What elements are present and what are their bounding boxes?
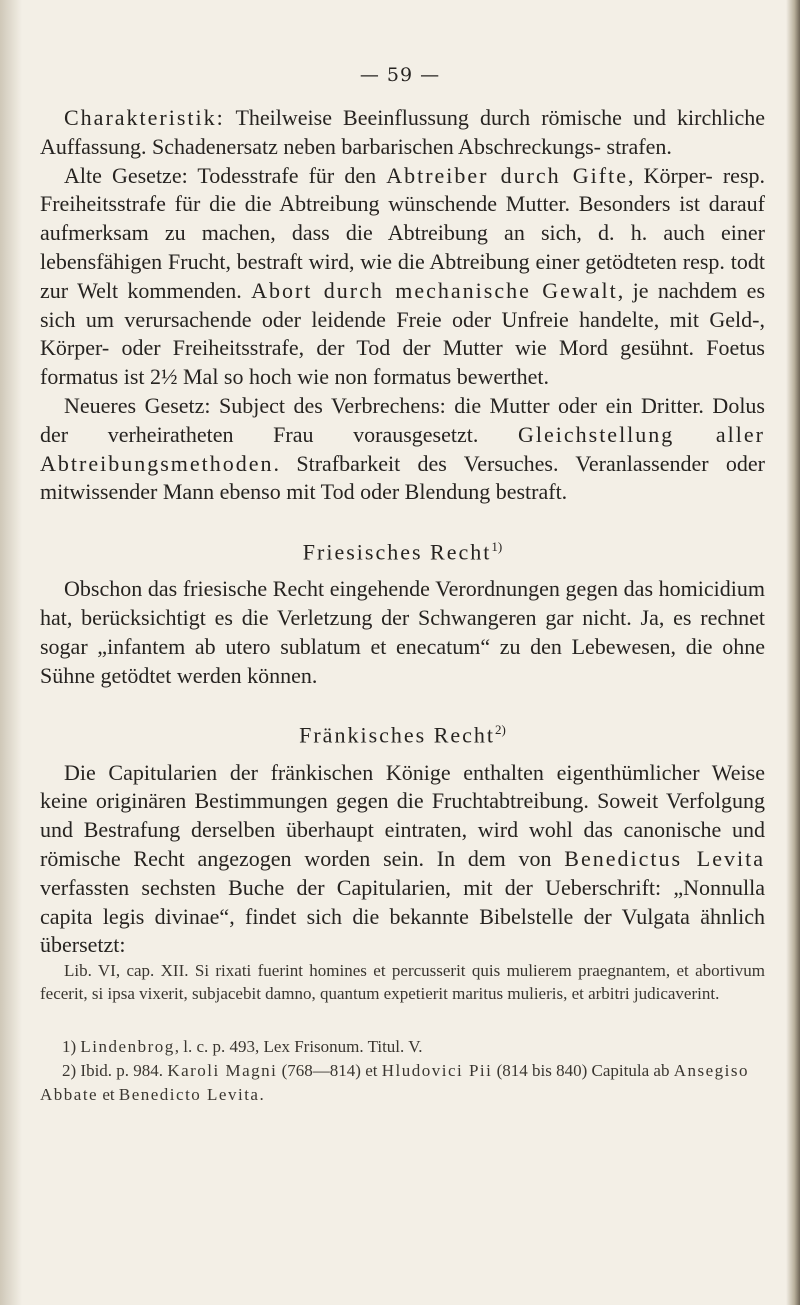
paragraph-text: . Strafbarkeit des Versuches. Veranlassender oder mitwissender Mann ebenso mit Tod oder Blendung bestraft. — [40, 450, 765, 505]
spaced-emphasis: Abtreiber durch Gifte — [386, 162, 628, 188]
page-body — [40, 104, 765, 1107]
paragraph-text: , Körper- resp. Freiheitsstrafe für die die Abtreibung wünschende Mutter. Besonders ist darauf aufmerksam zu machen, dass die Abtreibung an sich, d. h. auch einer lebensfähigen Frucht, bestraft wird, wie die Abtreibung einer getödteten resp. todt zur Welt kommenden. — [40, 162, 765, 303]
paragraph-text: Die Capitularien der fränkischen Könige enthalten eigenthümlicher Weise keine originären Bestimmungen gegen die Fruchtabtreibung. Soweit Verfolgung und Bestrafung derselben überhaupt eintraten, wird wohl das canonische und römische Recht angezogen worden sein. In dem von — [40, 759, 765, 871]
paragraph-fraenkisches-recht — [40, 759, 765, 961]
footnote-number: 2) — [62, 1061, 77, 1081]
footnote-name: Benedicto Levita — [118, 1085, 260, 1105]
run-in-heading: Neueres Gesetz: — [64, 392, 211, 418]
paragraph-alte-gesetze — [40, 162, 765, 392]
page-number: — 59 — — [359, 64, 441, 86]
footnote-2 — [40, 1059, 765, 1107]
paragraph-charakteristik — [40, 104, 765, 162]
footnote-name: Karoli Magni — [167, 1061, 278, 1081]
footnote-text: (814 bis 840) Capitula ab — [492, 1061, 674, 1081]
paragraph-neueres-gesetz — [40, 392, 765, 507]
spaced-emphasis: Abort durch mechanische Gewalt — [251, 277, 618, 303]
footnote-number: 1) — [62, 1037, 77, 1057]
paragraph-friesisches-recht: Obschon das friesische Recht eingehende Verordnungen gegen das homicidium hat, berücksichtigt es die Verletzung der Schwangeren gar nicht. Ja, es rechnet sogar „infantem ab utero sublatum et enecatum“ zu den Lebewesen, die ohne Sühne getödtet werden können. — [40, 576, 765, 688]
heading-text: Friesisches Recht — [302, 539, 492, 565]
section-heading-friesisches-recht — [40, 533, 765, 567]
run-in-heading: Charakteristik: — [64, 105, 225, 130]
heading-text: Fränkisches Recht — [299, 722, 496, 748]
footnote-text: . — [259, 1085, 264, 1105]
page-gutter-shadow — [0, 0, 22, 1305]
footnote-text: , l. c. p. 493, Lex Frisonum. Titul. V. — [174, 1037, 423, 1057]
footnotes — [40, 1035, 765, 1107]
paragraph-text: , je nachdem es sich um verursachende oder leidende Freie oder Unfreie handelte, mit Geld-, Körper- oder Freiheitsstrafe, der Tod der Mutter wie Mord gesühnt. Foetus formatus ist 2½ Mal so hoch wie non formatus bewerthet. — [40, 277, 765, 390]
page-edge — [786, 0, 800, 1305]
latin-quotation: Lib. VI, cap. XII. Si rixati fuerint homines et percusserit quis mulierem praegnantem, et abortivum fecerit, si ipsa vixerit, subjacebit damno, quantum expetierit maritus mulieris, et arbitri judicaverint. — [40, 961, 765, 1003]
footnote-text: (768—814) et — [277, 1061, 382, 1081]
paragraph-text: verfassten sechsten Buche der Capitularien, mit der Ueberschrift: „Nonnulla capita legis divinae“, findet sich die bekannte Bibelstelle der Vulgata ähnlich übersetzt: — [40, 874, 765, 958]
footnote-name: Ansegiso Abbate — [40, 1061, 749, 1105]
paragraph-text: Subject des Verbrechens: die Mutter oder ein Dritter. Dolus der verheiratheten Frau vorausgesetzt. — [40, 392, 765, 447]
footnote-mark: 2) — [495, 722, 506, 738]
footnote-author: Lindenbrog — [80, 1037, 175, 1057]
spaced-emphasis: Benedictus Levita — [564, 845, 765, 871]
paragraph-text: Theilweise Beeinflussung durch römische und kirchliche Auffassung. Schadenersatz neben barbarischen Abschreckungs- strafen. — [40, 105, 765, 159]
run-in-heading: Alte Gesetze: — [64, 162, 188, 188]
spaced-emphasis: Gleichstellung aller Abtreibungsmethoden — [40, 421, 765, 476]
footnote-name: Hludovici Pii — [381, 1061, 493, 1081]
paragraph-text: Todesstrafe für den — [187, 162, 387, 188]
footnote-mark: 1) — [491, 539, 503, 555]
section-heading-fraenkisches-recht — [40, 716, 765, 750]
footnote-1 — [40, 1035, 765, 1059]
footnote-text: Ibid. p. 984. — [80, 1061, 168, 1081]
footnote-text: et — [98, 1085, 119, 1105]
